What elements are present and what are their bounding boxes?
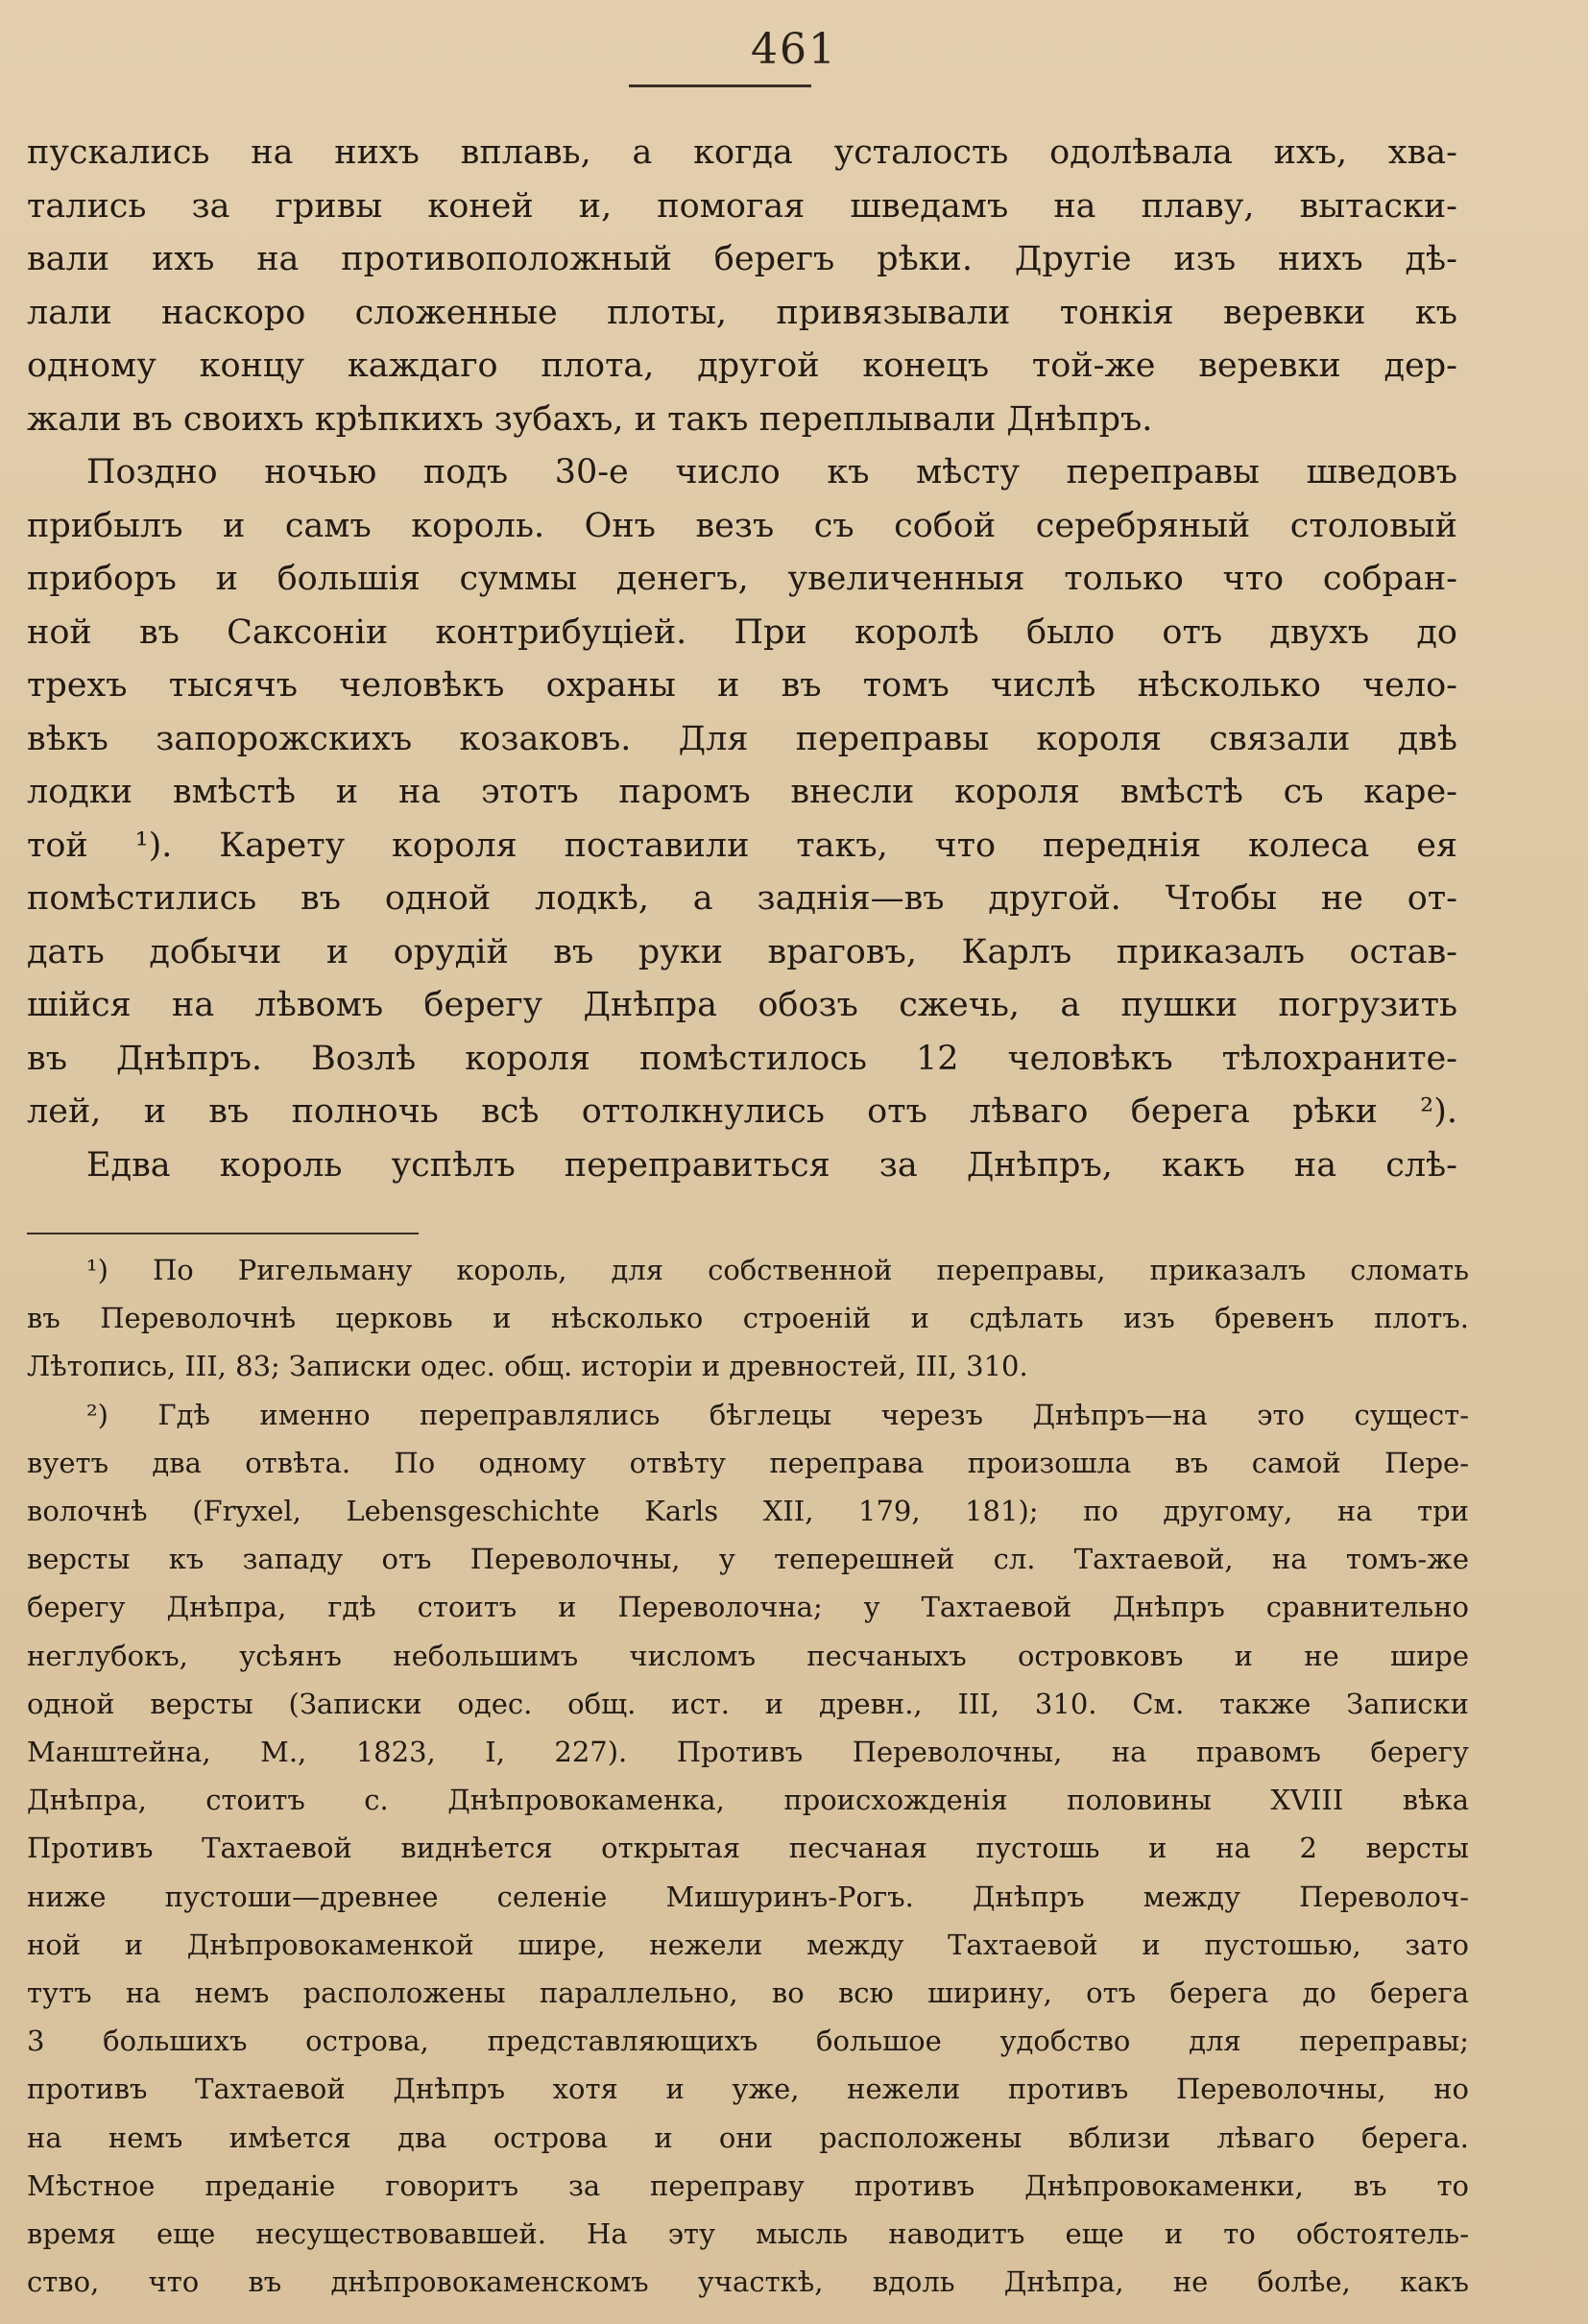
text-line: пускались на нихъ вплавь, а когда усталость одолѣвала ихъ, хва- bbox=[27, 133, 1457, 172]
text-line: приборъ и большія суммы денегъ, увеличенныя только что собран- bbox=[27, 560, 1457, 598]
footnote-line: противъ Тахтаевой Днѣпръ хотя и уже, нежели противъ Переволочны, но bbox=[27, 2072, 1469, 2106]
main-text bbox=[27, 127, 1457, 1192]
text-line: шійся на лѣвомъ берегу Днѣпра обозъ сжечь, а пушки погрузить bbox=[27, 986, 1457, 1024]
footnote-line: неглубокъ, усѣянъ небольшимъ числомъ песчаныхъ островковъ и не шире bbox=[27, 1639, 1469, 1672]
text-line: вали ихъ на противоположный берегъ рѣки. Другіе изъ нихъ дѣ- bbox=[27, 240, 1457, 278]
footnote-line: версты къ западу отъ Переволочны, у теперешней сл. Тахтаевой, на томъ-же bbox=[27, 1543, 1469, 1576]
page-number-rule bbox=[629, 84, 811, 87]
footnote-line: Противъ Тахтаевой виднѣется открытая песчаная пустошь и на 2 версты bbox=[27, 1832, 1469, 1865]
text-line: одному концу каждаго плота, другой конецъ той-же веревки дер- bbox=[27, 347, 1457, 385]
footnote-separator bbox=[27, 1233, 419, 1234]
footnote-line: Манштейна, М., 1823, I, 227). Противъ Переволочны, на правомъ берегу bbox=[27, 1736, 1469, 1769]
text-line: той ¹). Карету короля поставили такъ, что переднія колеса ея bbox=[27, 826, 1457, 865]
text-line: Поздно ночью подъ 30-е число къ мѣсту переправы шведовъ bbox=[86, 453, 1457, 491]
text-line: лали наскоро сложенные плоты, привязывали тонкія веревки къ bbox=[27, 293, 1457, 332]
text-line: дать добычи и орудій въ руки враговъ, Карлъ приказалъ остав- bbox=[27, 932, 1457, 971]
footnote-line: на немъ имѣется два острова и они расположены вблизи лѣваго берега. bbox=[27, 2120, 1469, 2154]
text-line: Едва король успѣлъ переправиться за Днѣпръ, какъ на слѣ- bbox=[86, 1145, 1457, 1185]
footnote-line: волочнѣ (Fryxel, Lebensgeschichte Karls XII, 179, 181); по другому, на три bbox=[27, 1495, 1469, 1528]
footnote-line: ²) Гдѣ именно переправлялись бѣглецы черезъ Днѣпръ—на это сущест- bbox=[86, 1398, 1469, 1431]
footnote-line: вуетъ два отвѣта. По одному отвѣту переправа произошла въ самой Пере- bbox=[27, 1446, 1469, 1479]
footnotes bbox=[27, 1246, 1469, 2306]
footnote-line: Лѣтопись, III, 83; Записки одес. общ. исторіи и древностей, III, 310. bbox=[27, 1350, 1028, 1383]
footnote-line: въ Переволочнѣ церковь и нѣсколько строеній и сдѣлать изъ бревенъ плотъ. bbox=[27, 1302, 1469, 1335]
text-line: ной въ Саксоніи контрибуціей. При королѣ было отъ двухъ до bbox=[27, 612, 1457, 652]
footnote-line: одной версты (Записки одес. общ. ист. и древн., III, 310. См. также Записки bbox=[27, 1687, 1469, 1720]
footnote-line: ной и Днѣпровокаменкой шире, нежели между Тахтаевой и пустошью, зато bbox=[27, 1928, 1469, 1961]
text-line: помѣстились въ одной лодкѣ, а заднія—въ другой. Чтобы не от- bbox=[27, 879, 1457, 918]
text-line: вѣкъ запорожскихъ козаковъ. Для переправы короля связали двѣ bbox=[27, 719, 1457, 758]
footnote-line: ниже пустоши—древнее селеніе Мишуринъ-Рогъ. Днѣпръ между Переволоч- bbox=[27, 1880, 1469, 1913]
footnote-line: 3 большихъ острова, представляющихъ большое удобство для переправы; bbox=[27, 2025, 1469, 2058]
text-line: жали въ своихъ крѣпкихъ зубахъ, и такъ переплывали Днѣпръ. bbox=[27, 399, 1153, 439]
footnote-line: время еще несуществовавшей. На эту мысль наводитъ еще и то обстоятель- bbox=[27, 2217, 1469, 2251]
footnote-line: тутъ на немъ расположены параллельно, во всю ширину, отъ берега до берега bbox=[27, 1977, 1469, 2010]
page-number: 461 bbox=[751, 25, 837, 74]
footnote-line: берегу Днѣпра, гдѣ стоитъ и Переволочна; у Тахтаевой Днѣпръ сравнительно bbox=[27, 1591, 1469, 1624]
footnote-line: ство, что въ днѣпровокаменскомъ участкѣ, вдоль Днѣпра, не болѣе, какъ bbox=[27, 2265, 1469, 2299]
text-line: прибылъ и самъ король. Онъ везъ съ собой серебряный столовый bbox=[27, 506, 1457, 545]
footnote-line: ¹) По Ригельману король, для собственной переправы, приказалъ сломать bbox=[86, 1254, 1469, 1286]
text-line: трехъ тысячъ человѣкъ охраны и въ томъ числѣ нѣсколько чело- bbox=[27, 666, 1457, 705]
text-line: лодки вмѣстѣ и на этотъ паромъ внесли короля вмѣстѣ съ каре- bbox=[27, 773, 1457, 811]
text-line: въ Днѣпръ. Возлѣ короля помѣстилось 12 человѣкъ тѣлохраните- bbox=[27, 1039, 1457, 1078]
text-line: лей, и въ полночь всѣ оттолкнулись отъ лѣваго берега рѣки ²). bbox=[27, 1092, 1457, 1131]
footnote-line: Днѣпра, стоитъ с. Днѣпровокаменка, происхожденія половины XVIII вѣка bbox=[27, 1784, 1469, 1817]
footnote-line: Мѣстное преданіе говоритъ за переправу противъ Днѣпровокаменки, въ то bbox=[27, 2168, 1469, 2202]
text-line: тались за гривы коней и, помогая шведамъ на плаву, вытаски- bbox=[27, 186, 1457, 226]
